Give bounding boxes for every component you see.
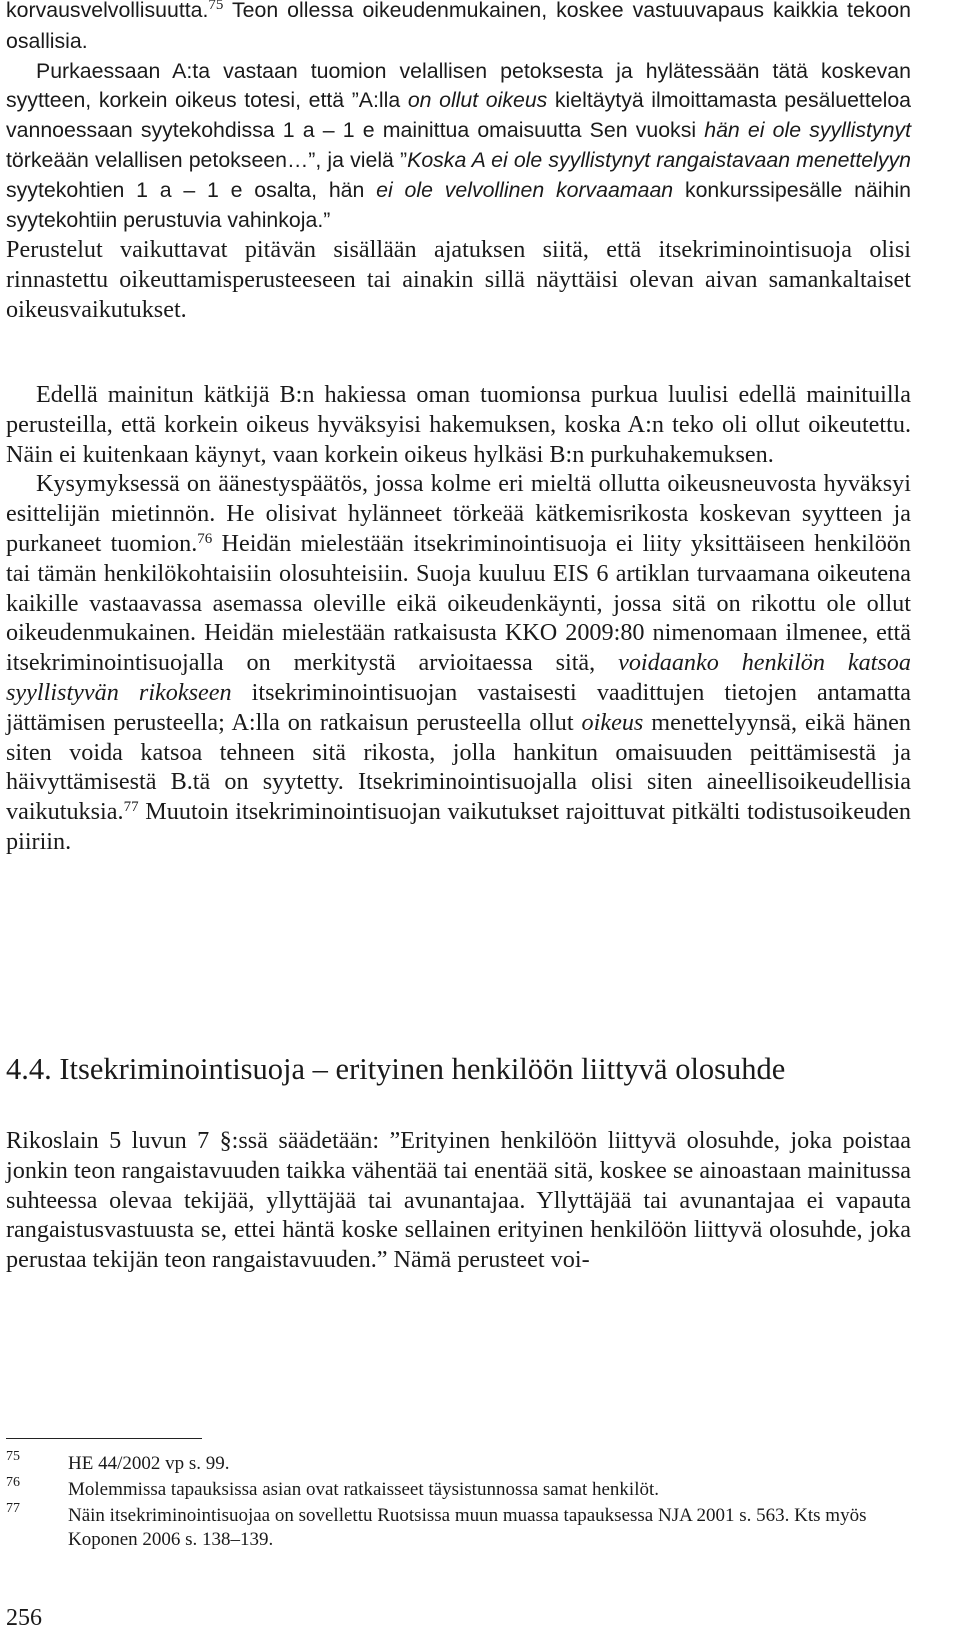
body-text-top bbox=[6, 0, 911, 325]
paragraph-b-application: Edellä mainitun kätkijä B:n hakiessa oman tuomionsa purkua luulisi edellä mainituilla perusteilla, että korkein oikeus hyväksyisi hakemuksen, koska A:n teko oli ollut oikeutettu. Näin ei kuitenkaan käynyt, vaan korkein oikeus hylkäsi B:n purkuhakemuksen. bbox=[6, 381, 911, 468]
footnote-number: 75 bbox=[6, 1449, 20, 1464]
paragraph-verdict-a: Purkaessaan A:ta vastaan tuomion velallisen petoksesta ja hylätessään tätä koskevan syytteen, korkein oikeus totesi, että ”A:lla on ollut oikeus kieltäytyä ilmoittamasta pesäluetteloa vannoessaan syytekohdissa 1 a – 1 e mainittua omaisuutta Sen vuoksi hän ei ole syyllistynyt törkeään velallisen petokseen…”, ja vielä ”Koska A ei ole syyllistynyt rangaistavaan menettelyyn syytekohtien 1 a – 1 e osalta, hän ei ole velvollinen korvaamaan konkurssipesälle näihin syytekohtiin perustuvia vahinkoja.” bbox=[6, 58, 912, 232]
footnote-ref-76: 76 bbox=[197, 530, 213, 547]
footnote-divider bbox=[6, 1438, 202, 1439]
paragraph-criminal-code: Rikoslain 5 luvun 7 §:ssä säädetään: ”Erityinen henkilöön liittyvä olosuhde, joka poistaa jonkin teon rangaistavuuden taikka vähentää tai enentää sitä, koskee se ainoastaan mainitussa suhteessa olevaa tekijää, yllyttäjää tai avunantajaa. Yllyttäjää tai avunantajaa ei vapauta rangaistusvastuusta se, ettei häntä koske sellainen erityinen henkilöön liittyvä olosuhde, joka perustaa tekijän teon rangaistavuuden.” Nämä perusteet voi- bbox=[6, 1127, 911, 1274]
footnote-number: 76 bbox=[6, 1475, 20, 1490]
footnote-75 bbox=[6, 1449, 911, 1476]
footnote-text: Näin itsekriminointisuojaa on sovellettu Ruotsissa muun muassa tapauksessa NJA 2001 s. 563. Kts myös Koponen 2006 s. 138–139. bbox=[68, 1505, 867, 1550]
paragraph-continuation: korvausvelvollisuutta.$^{75}$ Teon ollessa oikeudenmukainen, koskee vastuuvapaus kaikkia tekoon osallisia. bbox=[6, 0, 911, 57]
footnote-ref-77: 77 bbox=[123, 799, 139, 816]
footnote-text: HE 44/2002 vp s. 99. bbox=[68, 1453, 230, 1474]
paragraph-dissent: Kysymyksessä on äänestyspäätös, jossa kolme eri mieltä ollutta oikeusneuvosta hyväksyi esittelijän mietinnön. He olisivat hylänneet törkeää kätkemisrikosta koskevan syytteen ja purkaneet tuomion.$^{76}$ Heidän mielestään itsekriminointisuoja ei liity yksittäiseen henkilöön tai tämän henkilökohtaisiin olosuhteisiin. Suoja kuuluu EIS 6 artiklan turvaamana oikeutena kaikille vastaavassa asemassa oleville eikä oikeudenkäynti, jossa sitä on rikottu ole ollut oikeudenmukainen. Heidän mielestään ratkaisusta KKO 2009:80 nimenomaan ilmenee, että itsekriminointisuojalla on merkitystä arvioitaessa sitä, voidaanko henkilön katsoa syyllistyvän rikokseen itsekriminointisuojan vastaisesti vaadittujen tietojen antamatta jättämisen perusteella; A:lla on ratkaisun perusteella ollut oikeus menettelyynsä, eikä hänen siten voida katsoa tehneen sitä rikosta, jolla hankitun omaisuuden peittämisestä ja häivyttämisestä B.tä on syytetty. Itsekriminointisuojalla olisi siten aineellisoikeudellisia vaikutuksia.$^{77}$ Muutoin itsekriminointisuojan vaikutukset rajoittuvat pitkälti todistusoikeuden piiriin. bbox=[6, 470, 911, 855]
footnote-number: 77 bbox=[6, 1501, 20, 1516]
body-text-middle bbox=[6, 380, 911, 857]
footnote-77 bbox=[6, 1501, 911, 1552]
footnote-text: Molemmissa tapauksissa asian ovat ratkaisseet täysistunnossa samat henkilöt. bbox=[68, 1479, 660, 1500]
footnote-ref-75: 75 bbox=[208, 0, 224, 13]
body-text-section bbox=[6, 1126, 911, 1275]
paragraph-reasoning: Perustelut vaikuttavat pitävän sisällään ajatuksen siitä, että itsekriminointisuoja olisi rinnastettu oikeuttamisperusteeseen tai ainakin sillä näyttäisi olevan aivan samankaltaiset oikeusvaikutukset. bbox=[6, 236, 911, 323]
section-heading: 4.4. Itsekriminointisuoja – erityinen henkilöön liittyvä olosuhde bbox=[6, 1052, 786, 1086]
page-number: 256 bbox=[6, 1605, 42, 1631]
footnote-76 bbox=[6, 1475, 911, 1502]
